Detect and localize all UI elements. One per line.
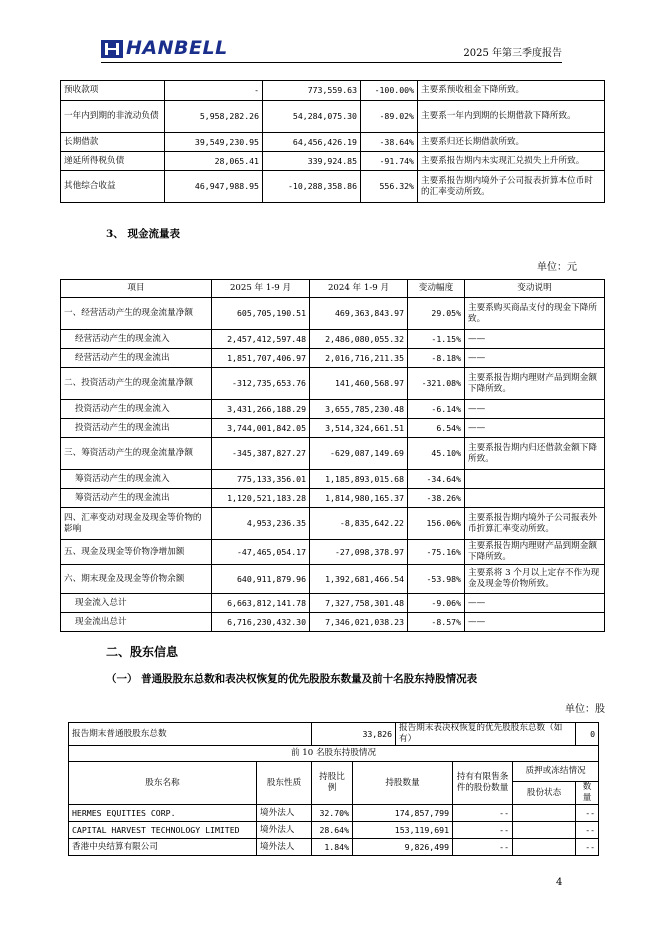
row-change: -89.02% bbox=[361, 101, 418, 133]
row-note: 主要系报告期内未实现汇兑损失上升所致。 bbox=[418, 152, 605, 171]
table-row bbox=[61, 594, 605, 613]
table-row bbox=[61, 540, 605, 565]
header-item: 项目 bbox=[61, 280, 212, 298]
logo-text: HANBELL bbox=[126, 37, 228, 59]
row-current: 775,133,356.01 bbox=[212, 470, 310, 489]
row-note: 主要系报告期内归还借款金额下降所致。 bbox=[465, 438, 605, 470]
header-qty: 持股数量 bbox=[353, 762, 453, 805]
row-restricted: -- bbox=[453, 822, 513, 839]
table-row bbox=[61, 613, 605, 632]
table-row bbox=[61, 133, 605, 152]
row-item: 经营活动产生的现金流入 bbox=[61, 330, 212, 349]
row-item: 五、现金及现金等价物净增加额 bbox=[61, 540, 212, 565]
header-restricted: 持有有限售条件的股份数量 bbox=[453, 762, 513, 805]
row-previous: 1,392,681,466.54 bbox=[310, 565, 408, 594]
row-change: 6.54% bbox=[408, 419, 465, 438]
table-row bbox=[61, 565, 605, 594]
report-title: 2025 年第三季度报告 bbox=[463, 48, 562, 59]
row-current: 605,705,190.51 bbox=[212, 298, 310, 330]
row-current: 46,947,988.95 bbox=[165, 171, 263, 203]
row-item: 四、汇率变动对现金及现金等价物的影响 bbox=[61, 508, 212, 540]
row-ratio: 28.64% bbox=[312, 822, 353, 839]
row-item: 三、筹资活动产生的现金流量净额 bbox=[61, 438, 212, 470]
row-change: 556.32% bbox=[361, 171, 418, 203]
row-current: -47,465,054.17 bbox=[212, 540, 310, 565]
row-pledge-status bbox=[513, 839, 576, 856]
row-previous: 773,559.63 bbox=[263, 81, 361, 101]
row-note: —— bbox=[465, 400, 605, 419]
row-restricted: -- bbox=[453, 805, 513, 822]
row-change: -38.64% bbox=[361, 133, 418, 152]
table-row bbox=[69, 839, 599, 856]
row-previous: 2,486,080,055.32 bbox=[310, 330, 408, 349]
table-row bbox=[69, 805, 599, 822]
row-change: -34.64% bbox=[408, 470, 465, 489]
row-qty: 9,826,499 bbox=[353, 839, 453, 856]
row-previous: 1,814,980,165.37 bbox=[310, 489, 408, 508]
header-ratio: 持股比例 bbox=[312, 762, 353, 805]
row-current: -312,735,653.76 bbox=[212, 368, 310, 400]
row-note: 主要系购买商品支付的现金下降所致。 bbox=[465, 298, 605, 330]
row-previous: 7,327,758,301.48 bbox=[310, 594, 408, 613]
header-change: 变动幅度 bbox=[408, 280, 465, 298]
row-change: 45.10% bbox=[408, 438, 465, 470]
header-note: 变动说明 bbox=[465, 280, 605, 298]
row-note: 主要系将 3 个月以上定存不作为现金及现金等价物所致。 bbox=[465, 565, 605, 594]
table-row bbox=[61, 470, 605, 489]
row-note: 主要系报告期内理财产品到期金额下降所致。 bbox=[465, 368, 605, 400]
row-note: 主要系一年内到期的长期借款下降所致。 bbox=[418, 101, 605, 133]
header-pledge-qty: 数量 bbox=[576, 782, 599, 805]
row-pledge-qty: -- bbox=[576, 822, 599, 839]
row-change: -53.98% bbox=[408, 565, 465, 594]
row-change: -6.14% bbox=[408, 400, 465, 419]
row-item: 一、经营活动产生的现金流量净额 bbox=[61, 298, 212, 330]
header-nature: 股东性质 bbox=[257, 762, 312, 805]
row-item: 长期借款 bbox=[61, 133, 165, 152]
row-current: - bbox=[165, 81, 263, 101]
row-item: 一年内到期的非流动负债 bbox=[61, 101, 165, 133]
row-previous: 1,185,893,015.68 bbox=[310, 470, 408, 489]
row-change: -8.18% bbox=[408, 349, 465, 368]
row-note: —— bbox=[465, 594, 605, 613]
row-previous: -8,835,642.22 bbox=[310, 508, 408, 540]
header-pledge: 质押或冻结情况 bbox=[513, 762, 599, 782]
row-item: 筹资活动产生的现金流入 bbox=[61, 470, 212, 489]
row-name: 香港中央结算有限公司 bbox=[69, 839, 257, 856]
balance-change-table bbox=[60, 80, 605, 203]
row-previous: 3,514,324,661.51 bbox=[310, 419, 408, 438]
row-ratio: 1.84% bbox=[312, 839, 353, 856]
row-pledge-qty: -- bbox=[576, 839, 599, 856]
header-previous: 2024 年 1-9 月 bbox=[310, 280, 408, 298]
row-pledge-status bbox=[513, 805, 576, 822]
table-row bbox=[61, 368, 605, 400]
cashflow-header-row bbox=[61, 280, 605, 298]
row-current: 1,120,521,183.28 bbox=[212, 489, 310, 508]
row-current: 3,744,001,842.05 bbox=[212, 419, 310, 438]
row-note: 主要系预收租金下降所致。 bbox=[418, 81, 605, 101]
row-item: 经营活动产生的现金流出 bbox=[61, 349, 212, 368]
row-name: HERMES EQUITIES CORP. bbox=[69, 805, 257, 822]
row-nature: 境外法人 bbox=[257, 805, 312, 822]
row-change: -100.00% bbox=[361, 81, 418, 101]
row-nature: 境外法人 bbox=[257, 839, 312, 856]
row-change: -91.74% bbox=[361, 152, 418, 171]
row-nature: 境外法人 bbox=[257, 822, 312, 839]
row-current: 28,065.41 bbox=[165, 152, 263, 171]
row-item: 筹资活动产生的现金流出 bbox=[61, 489, 212, 508]
header-name: 股东名称 bbox=[69, 762, 257, 805]
row-name: CAPITAL HARVEST TECHNOLOGY LIMITED bbox=[69, 822, 257, 839]
row-current: 5,958,282.26 bbox=[165, 101, 263, 133]
row-item: 六、期末现金及现金等价物余额 bbox=[61, 565, 212, 594]
header-current: 2025 年 1-9 月 bbox=[212, 280, 310, 298]
row-current: 6,663,812,141.78 bbox=[212, 594, 310, 613]
row-note: —— bbox=[465, 330, 605, 349]
row-item: 其他综合收益 bbox=[61, 171, 165, 203]
table-row bbox=[61, 298, 605, 330]
table-row bbox=[61, 81, 605, 101]
shareholder-total-row bbox=[69, 723, 599, 746]
row-change: -1.15% bbox=[408, 330, 465, 349]
table-row bbox=[61, 171, 605, 203]
row-previous: 2,016,716,211.35 bbox=[310, 349, 408, 368]
shareholder-unit: 单位：股 bbox=[565, 704, 605, 715]
table-row bbox=[61, 330, 605, 349]
table-row bbox=[61, 101, 605, 133]
table-row bbox=[61, 438, 605, 470]
row-current: 6,716,230,432.30 bbox=[212, 613, 310, 632]
row-current: 1,851,707,406.97 bbox=[212, 349, 310, 368]
cashflow-heading: 3、 现金流量表 bbox=[106, 228, 180, 240]
row-previous: 54,284,075.30 bbox=[263, 101, 361, 133]
row-note: 主要系报告期内境外子公司报表外币折算汇率变动所致。 bbox=[465, 508, 605, 540]
row-current: 2,457,412,597.48 bbox=[212, 330, 310, 349]
shareholder-table bbox=[68, 722, 599, 856]
row-ratio: 32.70% bbox=[312, 805, 353, 822]
row-item: 二、投资活动产生的现金流量净额 bbox=[61, 368, 212, 400]
row-previous: 7,346,021,038.23 bbox=[310, 613, 408, 632]
row-item: 投资活动产生的现金流入 bbox=[61, 400, 212, 419]
row-current: 640,911,879.96 bbox=[212, 565, 310, 594]
row-change: -38.26% bbox=[408, 489, 465, 508]
table-row bbox=[61, 508, 605, 540]
table-row bbox=[69, 822, 599, 839]
row-change: 29.05% bbox=[408, 298, 465, 330]
row-previous: 141,460,568.97 bbox=[310, 368, 408, 400]
row-note bbox=[465, 489, 605, 508]
pref-label: 报告期末表决权恢复的优先股股东总数（如有） bbox=[396, 723, 576, 746]
row-note: 主要系报告期内境外子公司报表折算本位币时的汇率变动所致。 bbox=[418, 171, 605, 203]
row-previous: 3,655,785,230.48 bbox=[310, 400, 408, 419]
row-previous: 64,456,426.19 bbox=[263, 133, 361, 152]
row-pledge-status bbox=[513, 822, 576, 839]
row-qty: 153,119,691 bbox=[353, 822, 453, 839]
row-note: 主要系归还长期借款所致。 bbox=[418, 133, 605, 152]
row-current: -345,387,827.27 bbox=[212, 438, 310, 470]
row-note: —— bbox=[465, 419, 605, 438]
row-note: 主要系报告期内理财产品到期金额下降所致。 bbox=[465, 540, 605, 565]
shareholder-header-row bbox=[69, 762, 599, 782]
table-row bbox=[61, 400, 605, 419]
row-item: 现金流入总计 bbox=[61, 594, 212, 613]
table-row bbox=[61, 349, 605, 368]
row-note: —— bbox=[465, 349, 605, 368]
hanbell-logo-icon bbox=[101, 38, 123, 58]
total-value: 33,826 bbox=[312, 723, 396, 746]
top10-title: 前 10 名股东持股情况 bbox=[69, 746, 599, 762]
row-note bbox=[465, 470, 605, 489]
shareholder-heading: 二、股东信息 bbox=[106, 645, 179, 659]
row-previous: -10,288,358.86 bbox=[263, 171, 361, 203]
row-item: 预收款项 bbox=[61, 81, 165, 101]
row-previous: 339,924.85 bbox=[263, 152, 361, 171]
row-change: -9.06% bbox=[408, 594, 465, 613]
row-change: 156.06% bbox=[408, 508, 465, 540]
company-logo bbox=[101, 38, 228, 58]
row-change: -8.57% bbox=[408, 613, 465, 632]
shareholder-subheading: （一） 普通股股东总数和表决权恢复的优先股股东数量及前十名股东持股情况表 bbox=[106, 673, 478, 685]
row-item: 投资活动产生的现金流出 bbox=[61, 419, 212, 438]
row-previous: 469,363,843.97 bbox=[310, 298, 408, 330]
table-row bbox=[61, 419, 605, 438]
row-previous: -629,087,149.69 bbox=[310, 438, 408, 470]
row-pledge-qty: -- bbox=[576, 805, 599, 822]
row-current: 3,431,266,188.29 bbox=[212, 400, 310, 419]
table-row bbox=[61, 489, 605, 508]
row-qty: 174,857,799 bbox=[353, 805, 453, 822]
cashflow-table bbox=[60, 279, 605, 632]
total-label: 报告期末普通股股东总数 bbox=[69, 723, 312, 746]
row-current: 4,953,236.35 bbox=[212, 508, 310, 540]
pref-value: 0 bbox=[576, 723, 599, 746]
table-row bbox=[61, 152, 605, 171]
cashflow-unit: 单位：元 bbox=[537, 262, 577, 273]
top10-title-row bbox=[69, 746, 599, 762]
row-previous: -27,098,378.97 bbox=[310, 540, 408, 565]
page-header bbox=[101, 38, 562, 63]
row-item: 递延所得税负债 bbox=[61, 152, 165, 171]
row-note: —— bbox=[465, 613, 605, 632]
header-pledge-status: 股份状态 bbox=[513, 782, 576, 805]
row-change: -75.16% bbox=[408, 540, 465, 565]
row-current: 39,549,230.95 bbox=[165, 133, 263, 152]
row-change: -321.08% bbox=[408, 368, 465, 400]
row-item: 现金流出总计 bbox=[61, 613, 212, 632]
page-number: 4 bbox=[556, 877, 563, 888]
row-restricted: -- bbox=[453, 839, 513, 856]
